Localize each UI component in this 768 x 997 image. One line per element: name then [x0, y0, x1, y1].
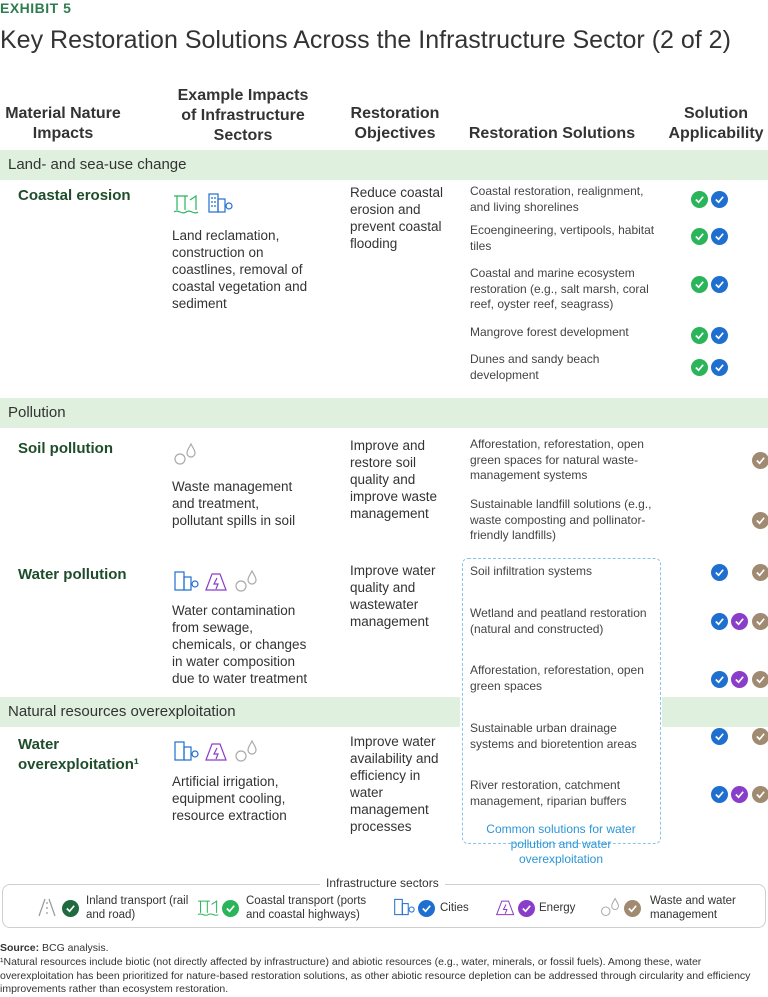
section-band-natural-resources: Natural resources overexploitation [0, 697, 460, 727]
objective-soil-pollution: Improve and restore soil quality and improve waste management [350, 438, 438, 521]
col-header-examples: Example Impacts of Infrastructure Sectors [177, 87, 309, 144]
solution-water-4: Sustainable urban drainage systems and bioretention areas [470, 721, 637, 751]
source-text: BCG analysis. [42, 942, 109, 954]
impact-water-pollution: Water pollution [18, 566, 127, 583]
band-extension [662, 697, 768, 727]
solution-water-5: River restoration, catchment management, riparian buffers [470, 778, 627, 808]
example-soil-pollution: Waste management and treatment, pollutant spills in soil [172, 479, 296, 528]
legend-waste-water: Waste and water management [650, 895, 736, 921]
example-coastal-erosion: Land reclamation, construction on coastlines, removal of coastal vegetation and sediment [172, 228, 308, 311]
check-icon [691, 191, 708, 208]
cities-icon [206, 190, 234, 221]
check-icon [691, 327, 708, 344]
check-icon [691, 359, 708, 376]
check-icon [62, 900, 79, 917]
check-icon [711, 191, 728, 208]
legend-inland-transport: Inland transport (rail and road) [86, 895, 189, 921]
legend-coastal-transport: Coastal transport (ports and coastal highways) [246, 895, 367, 921]
objective-water-overexploitation: Improve water availability and efficiency in water management processes [350, 734, 439, 834]
energy-icon [203, 738, 231, 769]
impact-coastal-erosion: Coastal erosion [18, 187, 131, 204]
coastal-transport-icon [196, 896, 222, 923]
page-title: Key Restoration Solutions Across the Infrastructure Sector (2 of 2) [0, 26, 731, 54]
check-icon [731, 786, 748, 803]
solution-water-1: Soil infiltration systems [470, 564, 593, 578]
check-icon [711, 613, 728, 630]
check-icon [624, 900, 641, 917]
objective-coastal-erosion: Reduce coastal erosion and prevent coastal flooding [350, 185, 444, 251]
section-band-land-sea: Land- and sea-use change [0, 150, 768, 180]
common-solutions-note: Common solutions for water pollution and water overexploitation [486, 822, 636, 866]
check-icon [711, 228, 728, 245]
col-header-objectives: Restoration Objectives [350, 105, 440, 142]
check-icon [691, 276, 708, 293]
check-icon [752, 728, 768, 745]
section-band-pollution: Pollution [0, 398, 768, 428]
col-header-solutions: Restoration Solutions [468, 125, 636, 142]
check-icon [711, 327, 728, 344]
check-icon [711, 728, 728, 745]
solution-soil-2: Sustainable landfill solutions (e.g., waste composting and pollinator-friendly landfills) [470, 497, 652, 542]
solution-coastal-5: Dunes and sandy beach development [470, 352, 600, 382]
solution-coastal-2: Ecoengineering, vertipools, habitat tiles [470, 223, 655, 253]
check-icon [691, 228, 708, 245]
col-header-impacts: Material Nature Impacts [5, 105, 121, 142]
check-icon [711, 564, 728, 581]
check-icon [711, 671, 728, 688]
waste-water-icon [233, 568, 259, 599]
waste-water-icon [233, 738, 259, 769]
energy-icon [494, 896, 518, 923]
example-water-overexploitation: Artificial irrigation, equipment cooling, resource extraction [172, 774, 287, 823]
cities-icon [392, 896, 416, 923]
inland-transport-icon [36, 896, 58, 923]
solution-water-2: Wetland and peatland restoration (natural and constructed) [470, 606, 647, 636]
check-icon [752, 786, 768, 803]
solution-coastal-3: Coastal and marine ecosystem restoration (e.g., salt marsh, coral reef, oyster reef, seagrass) [470, 266, 649, 311]
legend-energy: Energy [539, 902, 576, 914]
solution-coastal-1: Coastal restoration, realignment, and living shorelines [470, 184, 644, 214]
check-icon [752, 564, 768, 581]
solution-soil-1: Afforestation, reforestation, open green spaces for natural waste-management systems [470, 437, 644, 482]
waste-water-icon [598, 896, 622, 923]
objective-water-pollution: Improve water quality and wastewater management [350, 563, 436, 629]
solution-coastal-4: Mangrove forest development [470, 325, 629, 339]
check-icon [752, 671, 768, 688]
source-line [0, 942, 109, 956]
check-icon [752, 512, 768, 529]
check-icon [518, 900, 535, 917]
check-icon [752, 613, 768, 630]
check-icon [222, 900, 239, 917]
example-water-pollution: Water contamination from sewage, chemicals, or changes in water composition due to water treatment [172, 603, 308, 686]
check-icon [711, 359, 728, 376]
col-header-applicability: Solution Applicability [668, 105, 764, 142]
check-icon [731, 671, 748, 688]
footnote: ¹Natural resources include biotic (not directly affected by infrastructure) and abiotic resources (e.g., water, minerals, or fossil fuels). Among these, water overexploitation has been prioritized for nature-based restoration solutions, as other abiotic resource depletion can be addressed through circularity and efficiency improvements rather than ecosystem restoration. [0, 956, 751, 995]
cities-icon [172, 568, 200, 599]
energy-icon [203, 568, 231, 599]
impact-water-overexploitation: Water overexploitation¹ [18, 736, 139, 773]
check-icon [711, 276, 728, 293]
impact-soil-pollution: Soil pollution [18, 440, 113, 457]
check-icon [731, 613, 748, 630]
exhibit-label: EXHIBIT 5 [0, 0, 72, 16]
legend-title: Infrastructure sectors [320, 876, 445, 890]
check-icon [752, 452, 768, 469]
coastal-transport-icon [172, 190, 202, 221]
waste-water-icon [172, 441, 198, 472]
check-icon [711, 786, 728, 803]
source-label: Source: [0, 942, 40, 954]
legend-cities: Cities [440, 902, 469, 914]
check-icon [418, 900, 435, 917]
solution-water-3: Afforestation, reforestation, open green spaces [470, 663, 644, 693]
cities-icon [172, 738, 200, 769]
